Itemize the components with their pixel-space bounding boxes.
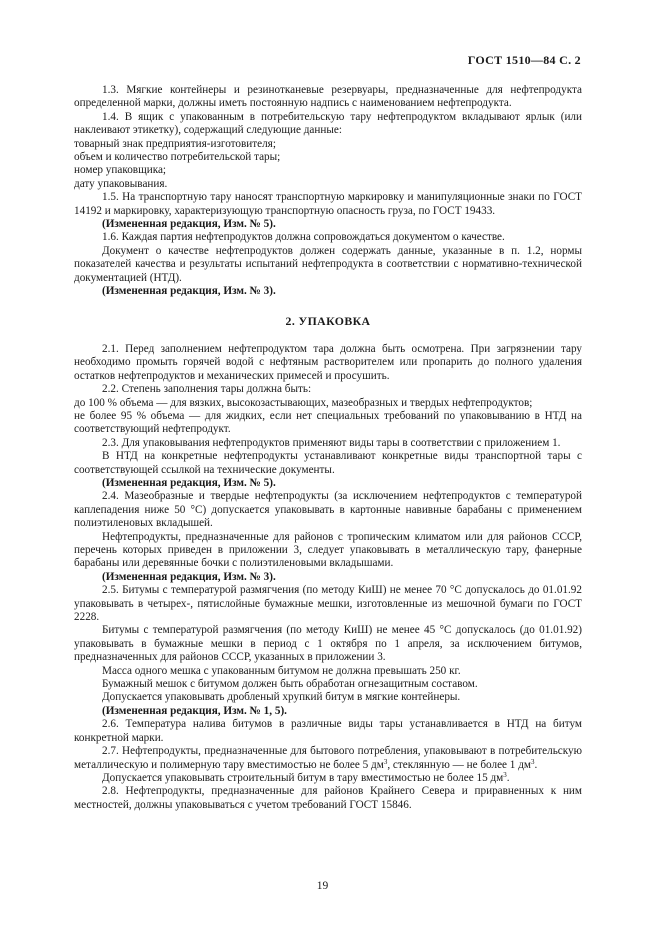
amendment-note: (Измененная редакция, Изм. № 5). [102,218,276,231]
paragraph-2-8: 2.8. Нефтепродукты, предназначенные для районов Крайнего Севера и приравненных к ним местностей, должны упаковываться с учетом требований ГОСТ 15846. [74,785,582,811]
superscript: 3 [383,757,388,766]
paragraph-2-6: 2.6. Температура налива битумов в различные виды тары устанавливается в НТД на битум конкретной марки. [74,718,582,744]
paragraph-2-5-b: Битумы с температурой размягчения (по методу КиШ) не менее 45 °С допускалось (до 01.01.92) упаковывать в бумажные мешки в период с 1 октября по 1 апреля, за исключением битумов, предназначенных для районов СССР, указанных в приложении 3. [74,624,582,664]
amendment-note: (Измененная редакция, Изм. № 3). [102,285,276,298]
amendment-note: (Измененная редакция, Изм. № 5). [102,476,276,489]
paragraph-1-6: 1.6. Каждая партия нефтепродуктов должна сопровождаться документом о качестве. [102,231,505,244]
paragraph-2-2-b: не более 95 % объема — для жидких, если нет специальных требований по упаковыванию в НТД на соответствующий нефтепродукт. [74,409,582,436]
paragraph-2-5-e: Допускается упаковывать дробленый хрупкий битум в мягкие контейнеры. [102,691,461,704]
section-title: 2. УПАКОВКА [285,313,371,328]
superscript: 3 [530,757,535,766]
amendment-note: (Измененная редакция, Изм. № 3). [102,570,276,583]
page-header: ГОСТ 1510—84 С. 2 [467,53,581,67]
list-item: объем и количество потребительской тары; [74,151,281,164]
paragraph-2-3-continued: В НТД на конкретные нефтепродукты устанавливают конкретные виды транспортной тары с соответствующей ссылкой на технические документы. [74,450,582,476]
paragraph-2-2-a: до 100 % объема — для вязких, высокозастывающих, мазеобразных и твердых нефтепродуктов; [74,396,533,409]
page-number: 19 [316,880,329,892]
paragraph-2-5-c: Масса одного мешка с упакованным битумом не должна превышать 250 кг. [102,664,461,677]
paragraph-2-4-continued: Нефтепродукты, предназначенные для районов с тропическим климатом или для районов СССР, перечень которых приведен в приложении 3, следует упаковывать в металлическую тару, фанерные барабаны или деревянные бочки с полиэтиленовыми вкладышами. [74,530,582,570]
paragraph-2-2: 2.2. Степень заполнения тары должна быть: [102,383,312,396]
list-item: дату упаковывания. [74,177,168,190]
paragraph-1-5: 1.5. На транспортную тару наносят транспортную маркировку и манипуляционные знаки по ГОСТ 14192 и маркировку, характеризующую транспортную опасность груза, по ГОСТ 19433. [74,191,582,217]
paragraph-2-1: 2.1. Перед заполнением нефтепродуктом тара должна быть осмотрена. При загрязнении тару необходимо промыть горячей водой с нефтяным растворителем или пропарить до полного удаления остатков нефтепродуктов и механических примесей и просушить. [74,342,582,382]
paragraph-2-7: 2.7. Нефтепродукты, предназначенные для бытового потребления, упаковывают в потребительскую металлическую и полимерную тару вместимостью не более 5 $дм^3$, стеклянную — не более 1 $дм^3$. [74,745,582,771]
paragraph-2-5: 2.5. Битумы с температурой размягчения (по методу КиШ) не менее 70 °С допускалось до 01.01.92 упаковывать в четырех-, пятислойные бумажные мешки, изготовленные из мешочной бумаги по ГОСТ 2228. [74,584,582,624]
paragraph-2-3: 2.3. Для упаковывания нефтепродуктов применяют виды тары в соответствии с приложением 1. [102,436,561,449]
superscript: 3 [503,770,507,779]
paragraph-2-4: 2.4. Мазеобразные и твердые нефтепродукты (за исключением нефтепродуктов с температурой каплепадения ниже 50 °С) допускается упаковывать в картонные навивные барабаны с применением полиэтиленовых вкладышей. [74,490,582,530]
paragraph-1-3: 1.3. Мягкие контейнеры и резинотканевые резервуары, предназначенные для нефтепродукта определенной марки, должны иметь постоянную надпись с наименованием нефтепродукта. [74,84,582,110]
page-body [74,84,582,812]
paragraph-1-6-continued: Документ о качестве нефтепродуктов должен содержать данные, указанные в п. 1.2, нормы показателей качества и результаты испытаний нефтепродукта в соответствии с нормативно-технической документацией (НТД). [74,244,582,284]
paragraph-2-7-b: Допускается упаковывать строительный битум в тару вместимостью не более 15 $дм^3$. [102,770,510,784]
paragraph-2-5-d: Бумажный мешок с битумом должен быть обработан огнезащитным составом. [102,678,478,691]
list-item: товарный знак предприятия-изготовителя; [74,137,276,150]
list-item: номер упаковщика; [74,164,167,177]
amendment-note: (Измененная редакция, Изм. № 1, 5). [102,704,287,717]
paragraph-1-4: 1.4. В ящик с упакованным в потребительскую тару нефтепродуктом вкладывают ярлык (или наклеивают этикетку), содержащий следующие данные: [74,110,582,137]
